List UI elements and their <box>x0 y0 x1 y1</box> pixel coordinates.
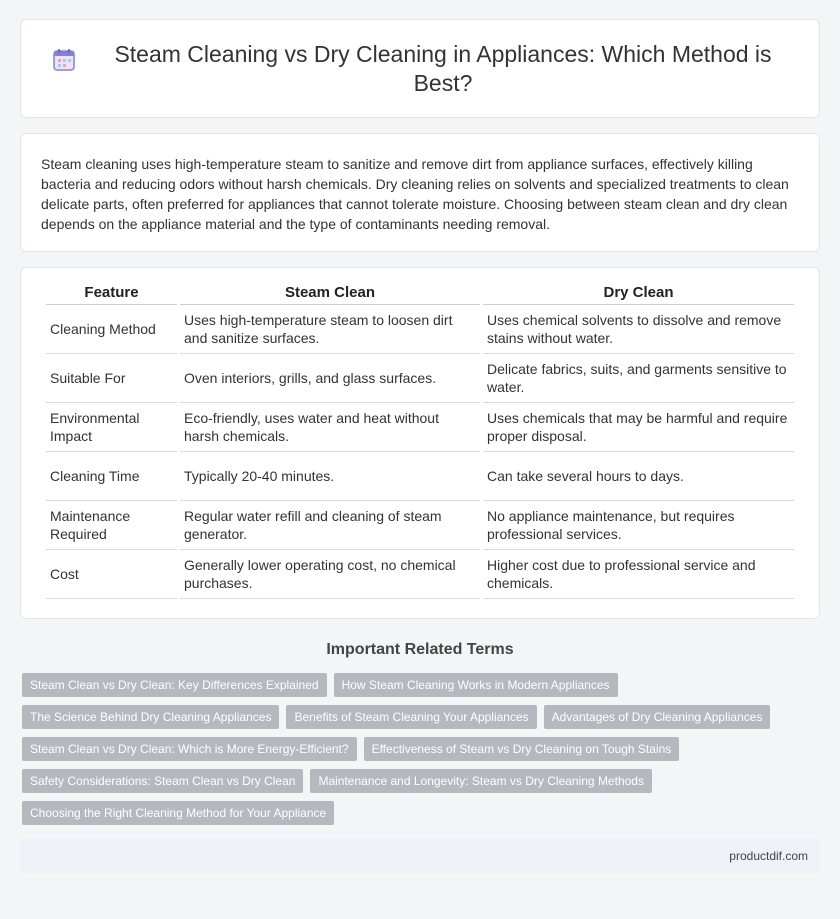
table-row <box>46 501 794 550</box>
related-term-link[interactable]: Choosing the Right Cleaning Method for Your Appliance <box>22 801 334 825</box>
steam-cell: Typically 20-40 minutes. <box>180 452 480 501</box>
table-header-row <box>46 274 794 305</box>
related-term-link[interactable]: Benefits of Steam Cleaning Your Appliances <box>286 705 536 729</box>
table-row <box>46 403 794 452</box>
footer <box>20 839 820 873</box>
related-term-link[interactable]: Effectiveness of Steam vs Dry Cleaning on Tough Stains <box>364 737 680 761</box>
related-terms-title: Important Related Terms <box>326 641 514 658</box>
footer-site-name[interactable]: productdif.com <box>729 849 808 863</box>
related-term-link[interactable]: Safety Considerations: Steam Clean vs Dry Clean <box>22 769 303 793</box>
steam-cell: Eco-friendly, uses water and heat without harsh chemicals. <box>180 403 480 452</box>
feature-cell: Environmental Impact <box>46 403 177 452</box>
intro-paragraph: Steam cleaning uses high-temperature steam to sanitize and remove dirt from appliance surfaces, effectively killing bacteria and reducing odors without harsh chemicals. Dry cleaning relies on solvents and specialized treatments to clean delicate parts, often preferred for appliances that cannot tolerate moisture. Choosing between steam clean and dry clean depends on the appliance material and the type of contaminants needing removal. <box>41 156 789 232</box>
steam-cell: Oven interiors, grills, and glass surfaces. <box>180 354 480 403</box>
steam-cell: Regular water refill and cleaning of steam generator. <box>180 501 480 550</box>
related-term-link[interactable]: Advantages of Dry Cleaning Appliances <box>544 705 771 729</box>
title-wrap <box>51 40 789 98</box>
intro-card <box>20 133 820 252</box>
dry-cell: Can take several hours to days. <box>483 452 794 501</box>
calendar-icon <box>51 47 77 73</box>
dry-cell: Uses chemical solvents to dissolve and remove stains without water. <box>483 305 794 354</box>
related-term-link[interactable]: Maintenance and Longevity: Steam vs Dry Cleaning Methods <box>310 769 652 793</box>
dry-cell: Higher cost due to professional service and chemicals. <box>483 550 794 599</box>
feature-cell: Cleaning Method <box>46 305 177 354</box>
table-row <box>46 452 794 501</box>
dry-cell: Delicate fabrics, suits, and garments sensitive to water. <box>483 354 794 403</box>
feature-cell: Suitable For <box>46 354 177 403</box>
related-term-link[interactable]: The Science Behind Dry Cleaning Appliances <box>22 705 279 729</box>
feature-cell: Cleaning Time <box>46 452 177 501</box>
steam-cell: Generally lower operating cost, no chemical purchases. <box>180 550 480 599</box>
feature-cell: Cost <box>46 550 177 599</box>
title-card <box>20 19 820 118</box>
dry-cell: No appliance maintenance, but requires professional services. <box>483 501 794 550</box>
page-title: Steam Cleaning vs Dry Cleaning in Appliances: Which Method is Best? <box>114 40 772 96</box>
related-terms-tags <box>0 673 840 833</box>
table-row <box>46 354 794 403</box>
feature-cell: Maintenance Required <box>46 501 177 550</box>
header-feature: Feature <box>46 274 177 305</box>
table-row <box>46 305 794 354</box>
dry-cell: Uses chemicals that may be harmful and require proper disposal. <box>483 403 794 452</box>
comparison-table-card <box>20 267 820 619</box>
table-row <box>46 550 794 599</box>
related-term-link[interactable]: Steam Clean vs Dry Clean: Key Differences Explained <box>22 673 327 697</box>
related-term-link[interactable]: Steam Clean vs Dry Clean: Which is More Energy-Efficient? <box>22 737 357 761</box>
steam-cell: Uses high-temperature steam to loosen dirt and sanitize surfaces. <box>180 305 480 354</box>
related-term-link[interactable]: How Steam Cleaning Works in Modern Appliances <box>334 673 618 697</box>
comparison-table <box>43 274 797 599</box>
header-dry-clean: Dry Clean <box>483 274 794 305</box>
header-steam-clean: Steam Clean <box>180 274 480 305</box>
